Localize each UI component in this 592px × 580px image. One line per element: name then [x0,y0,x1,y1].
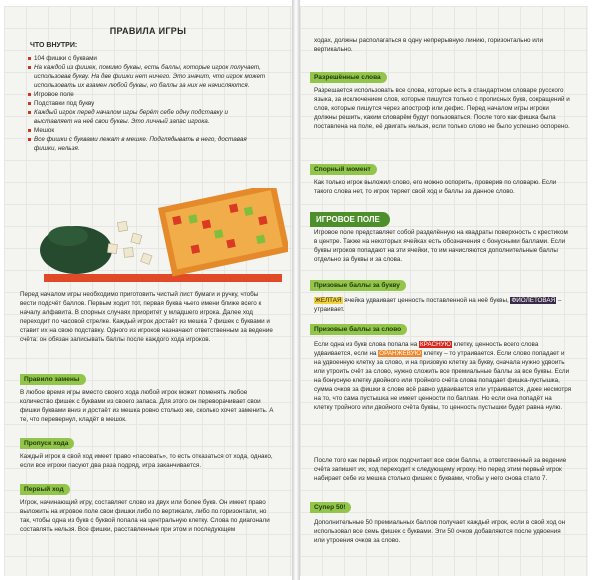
letter-bonus-heading: Призовые баллы за букву [310,280,406,291]
intro-paragraph: Перед началом игры необходимо приготовить чистый лист бумаги и ручку, чтобы вести подсчёт баллов. Первым ходит тот, первая буква чьего имени ближе всего к началу алфавита. В спорных случаях приоритет у младшего игрока. Далее ход переходит по часовой стрелке. Каждый игрок достаёт из мешка 7 фишек с буквами и ставит их на свою подставку. Одного из игроков назначают ответственным за ведение счёта: он обязан записывать баллы после каждого хода игроков. [20,291,273,343]
first-turn-heading: Первый ход [20,484,70,495]
whats-inside-heading: ЧТО ВНУТРИ: [30,42,78,49]
allowed-words-heading: Разрешённые слова [310,72,387,83]
board-heading: ИГРОВОЕ ПОЛЕ [310,212,390,227]
list-item: Мешок [28,126,268,135]
page-title: ПРАВИЛА ИГРЫ [109,26,187,36]
purple-cell-label: ФИОЛЕТОВАЯ [511,297,556,304]
list-item: Игровое поле [28,90,268,99]
word-bonus-text: Если одна из букв слова попала на КРАСНУЮ клетку, ценность всего слова удваивается, если на ОРАНЖЕВУЮ клетку – то утраивается. Если слово попадает и на удвоенную клетку за слово, и на призовую клетку за букву, сначала нужно удвоить или утроить счёт за слово, нужно сложить все премиальные баллы за все буквы. Если на бонусную клетку двойного или тройного счёта слова попадает фишка-пустышка, сумма очков за фишки в слове всё равно удваивается или утраивается, даже несмотря на то, что сама пустышка не имеет ценности по баллам. Но если она попадёт на клетку тройного или двойного счёта буквы, то ценность пустышки будет равна нулю. [314,341,572,411]
swap-rule-heading: Правило замены [20,374,86,385]
item-description: Все фишки с буквами лежат в мешке. Подглядывать в него, доставая фишки, нельзя. [28,135,268,153]
letter-tiles-icon [107,221,152,264]
letter-bonus-text: ЖЕЛТАЯ ячейка удваивает ценность поставленной на неё буквы, ФИОЛЕТОВАЯ – утраивает. [314,297,562,313]
item-description: На каждой из фишек, помимо буквы, есть баллы, которые игрок получает, использовав букву. На две фишки нет ничего. Это значит, что игрок может использовать их взамен любой буквы, но баллы за них не начисляются. [28,63,268,90]
skip-turn-text: Каждый игрок в свой ход имеет право «пасовать», то есть отказаться от хода, однако, если все игроки пасуют два раза подряд, игра заканчивается. [20,453,273,469]
page-gutter [292,0,300,580]
red-cell-label: КРАСНУЮ [420,341,451,348]
yellow-cell-label: ЖЕЛТАЯ [315,297,342,304]
dispute-text: Как только игрок выложил слово, его можно оспорить, проверив по словарю. Если такого слова нет, то игрок теряет свой ход и баллы за данное слово. [314,179,557,195]
list-item: Подставки под букву [28,99,268,108]
board-text: Игровое поле представляет собой разделённую на квадраты поверхность с крестиком в центре. Также на некоторых ячейках есть обозначения с бонусными баллами. Если буквы игроков попадают на эти ячейки, то им начисляются дополнительные баллы отдельно за буквы и за слова. [314,229,568,263]
swap-rule-text: В любое время игры вместо своего хода любой игрок может поменять любое количество фишек с буквами из своего запаса. Для этого он переворачивает свои фишки буквами вниз и достаёт из мешка ровно столько же, сколько хочет заменить. А те, что перевернул, кладёт в мешок. [20,389,274,423]
orange-cell-label: ОРАНЖЕВУЮ [379,350,421,357]
next-turn-text: После того как первый игрок подсчитает все свои баллы, а ответственный за ведение счёта запишет их, ход переходит к следующему игроку. Но перед этим первый игрок набирает себе из мешка столько фишек с буквами, чтобы у него снова стало 7. [314,457,567,482]
first-turn-text: Игрок, начинающий игру, составляет слово из двух или более букв. Он имеет право выложить на игровое поле свои фишки либо по вертикали, либо по горизонтали, но так, чтобы одна из букв с буквой попала на центральную клетку. Слова по диагонали составлять нельзя. Все фишки, расставленные при этом и последующем [20,499,270,533]
contents-list [28,54,268,153]
dispute-heading: Спорный момент [310,164,377,175]
game-illustration [38,188,288,284]
super50-heading: Супер 50! [310,502,351,513]
word-bonus-heading: Призовые баллы за слово [310,324,407,335]
skip-turn-heading: Пропуск хода [20,438,74,449]
list-item: 104 фишки с буквами [28,54,268,63]
item-description: Каждый игрок перед началом игры берёт себе одну подставку и выставляет на неё свои буквы. Это личный запас игрока. [28,108,268,126]
super50-text: Дополнительные 50 премиальных баллов получает каждый игрок, если в свой ход он использовал все семь фишек с буквами. Эти 50 очков добавляются после удвоения или утроения очков за слово. [314,519,566,544]
board-icon [158,188,288,276]
red-shelf [44,274,282,282]
right-page [300,6,588,576]
left-page [4,6,292,576]
continued-text: ходах, должны располагаться в одну непрерывную линию, горизонтально или вертикально. [314,37,544,53]
allowed-words-text: Разрешается использовать все слова, которые есть в стандартном словаре русского языка, за исключением слов, которые пишутся только с прописных букв, сокращений и слов, которые пишутся через апостроф или дефис. Перед началом игры игроки должны решить, каким словарём будут пользоваться. После того как фишка была поставлена на поле, её двигать нельзя, если только слово не было успешно оспорено. [314,87,570,130]
